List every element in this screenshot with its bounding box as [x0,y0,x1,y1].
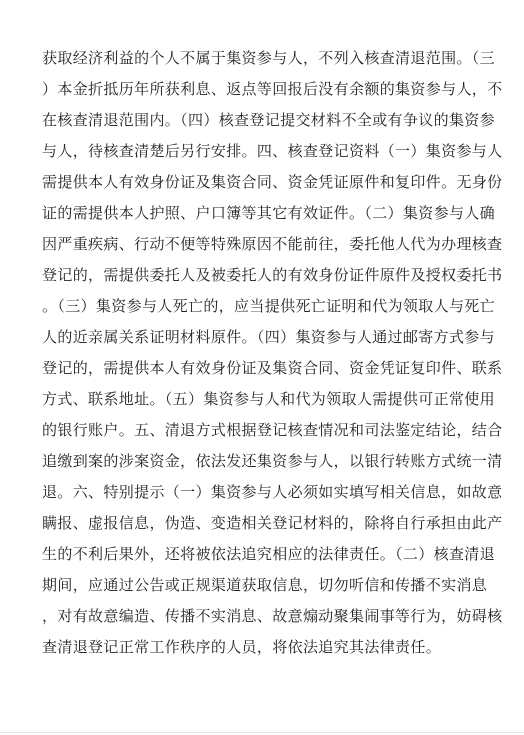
text-line: ，对有故意编造、传播不实消息、故意煽动聚集闹事等行为，妨碍核 [42,607,503,625]
text-line: 人的近亲属关系证明材料原件。（四）集资参与人通过邮寄方式参与 [42,328,496,346]
text-line: 追缴到案的涉案资金，依法发还集资参与人，以银行转账方式统一清 [42,452,503,470]
text-line: 查清退登记正常工作秩序的人员，将依法追究其法律责任。 [42,638,442,656]
body-text [42,43,503,663]
text-line: 期间，应通过公告或正规渠道获取信息，切勿听信和传播不实消息 [42,576,488,594]
text-line: 的银行账户。五、清退方式根据登记核查情况和司法鉴定结论，结合 [42,421,503,439]
text-line: 登记的，需提供委托人及被委托人的有效身份证件原件及授权委托书 [42,266,503,284]
text-line: 瞒报、虚报信息，伪造、变造相关登记材料的，除将自行承担由此产 [42,514,503,532]
text-line: 获取经济利益的个人不属于集资参与人，不列入核查清退范围。（三 [42,49,496,67]
text-line: ）本金折抵历年所获利息、返点等回报后没有余额的集资参与人，不 [42,80,503,98]
text-line: 生的不利后果外，还将被依法追究相应的法律责任。（二）核查清退 [42,545,496,563]
text-line: 因严重疾病、行动不便等特殊原因不能前往，委托他人代为办理核查 [42,235,503,253]
text-line: 与人，待核查清楚后另行安排。四、核查登记资料（一）集资参与人 [42,142,503,160]
text-line: 需提供本人有效身份证及集资合同、资金凭证原件和复印件。无身份 [42,173,503,191]
text-line: 。（三）集资参与人死亡的，应当提供死亡证明和代为领取人与死亡 [42,297,496,315]
page-bottom-border [0,732,524,733]
text-line: 在核查清退范围内。（四）核查登记提交材料不全或有争议的集资参 [42,111,496,129]
text-line: 证的需提供本人护照、户口簿等其它有效证件。（二）集资参与人确 [42,204,496,222]
text-line: 退。六、特别提示（一）集资参与人必须如实填写相关信息，如故意 [42,483,503,501]
text-line: 登记的，需提供本人有效身份证及集资合同、资金凭证复印件、联系 [42,359,503,377]
text-line: 方式、联系地址。（五）集资参与人和代为领取人需提供可正常使用 [42,390,496,408]
